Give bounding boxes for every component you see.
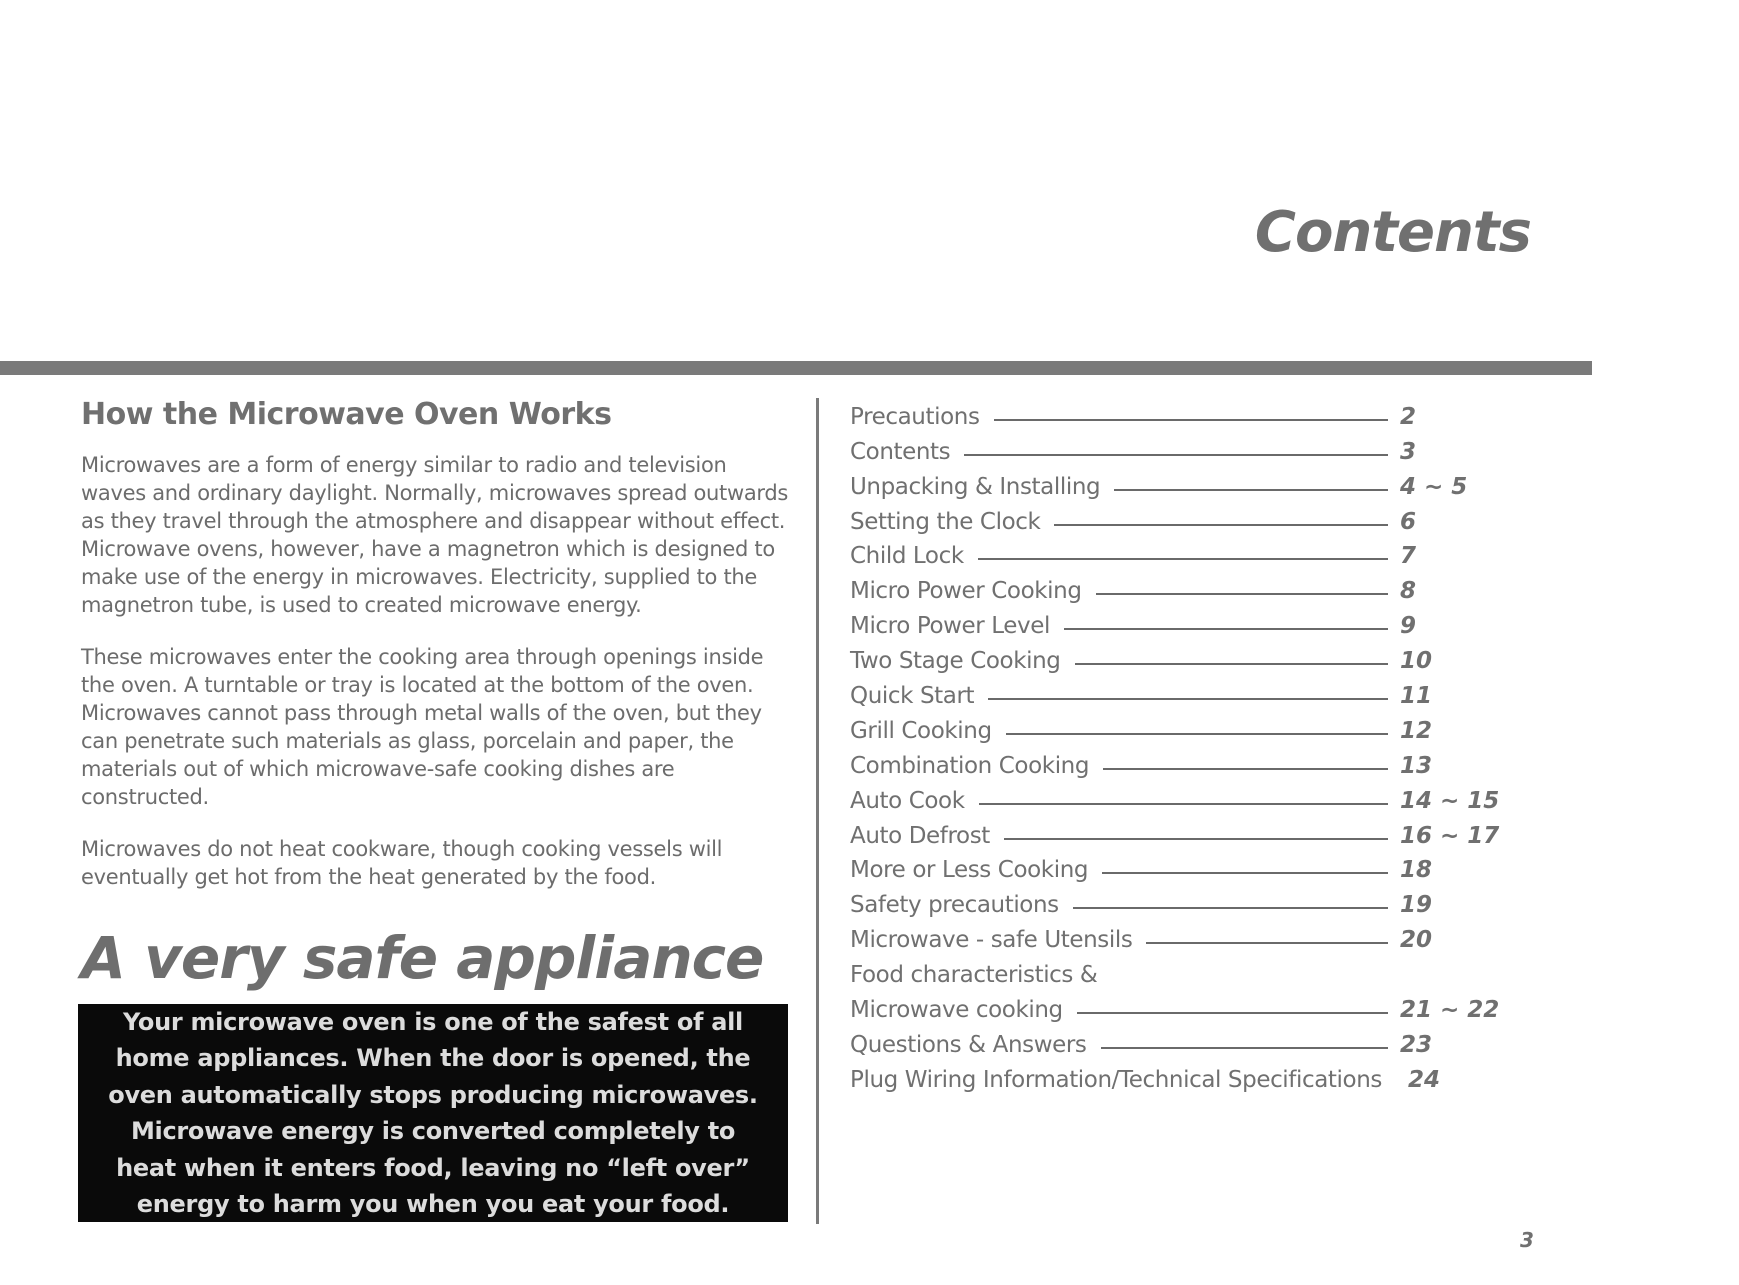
toc-entry-label: Grill Cooking [850, 717, 992, 744]
toc-entry [850, 883, 1490, 918]
toc-entry [850, 918, 1490, 953]
toc-entry-page: 16 ~ 17 [1400, 822, 1500, 849]
toc-entry [850, 1023, 1490, 1058]
toc-entry-page: 6 [1400, 508, 1417, 535]
toc-leader-line [964, 454, 1388, 456]
toc-leader-line [1114, 489, 1388, 491]
toc-leader-line [1096, 593, 1388, 595]
toc-entry-page: 9 [1400, 613, 1417, 640]
toc-leader-line [988, 698, 1388, 700]
toc-entry-label: Precautions [850, 403, 980, 430]
toc-entry-page: 7 [1400, 543, 1417, 570]
toc-entry-page: 14 ~ 15 [1400, 787, 1500, 814]
safe-appliance-heading: A very safe appliance [81, 924, 764, 992]
toc-leader-line [994, 419, 1388, 421]
toc-entry [850, 779, 1500, 814]
left-column [81, 395, 791, 891]
toc-leader-line [1064, 628, 1388, 630]
safety-callout-text: Your microwave oven is one of the safest of all home appliances. When the door is opened, the oven automatically stops producing microwaves. Microwave energy is converted completely to heat when it enters food, leaving no “left over” energy to harm you when you eat your food. [108, 1007, 758, 1218]
toc-entry [850, 535, 1490, 570]
toc-entry [850, 953, 1490, 988]
toc-leader-line [979, 803, 1388, 805]
toc-entry-page: 8 [1400, 578, 1417, 605]
toc-entry-page: 10 [1400, 648, 1433, 675]
toc-entry-page: 12 [1400, 717, 1433, 744]
column-divider [816, 398, 819, 1224]
toc-leader-line [978, 558, 1388, 560]
toc-leader-line [1004, 838, 1388, 840]
toc-entry-page: 13 [1400, 752, 1433, 779]
toc-entry-page: 19 [1400, 892, 1433, 919]
toc-entry-page: 4 ~ 5 [1400, 473, 1468, 500]
toc-entry-label: Unpacking & Installing [850, 473, 1101, 500]
page-title: Contents [1254, 200, 1531, 265]
toc-entry-page: 21 ~ 22 [1400, 997, 1500, 1024]
toc-entry [850, 744, 1490, 779]
toc-entry-label: Setting the Clock [850, 508, 1041, 535]
toc-entry-page: 18 [1400, 857, 1433, 884]
toc-entry [850, 604, 1490, 639]
toc-entry-label: Two Stage Cooking [850, 648, 1061, 675]
toc-entry-label: Questions & Answers [850, 1031, 1087, 1058]
toc-entry [850, 988, 1500, 1024]
toc-entry [850, 814, 1500, 849]
toc-entry [850, 1058, 1490, 1093]
toc-entry [850, 465, 1490, 500]
toc-entry-label: Quick Start [850, 683, 975, 710]
toc-leader-line [1075, 663, 1389, 665]
toc-entry-label: Plug Wiring Information/Technical Specifications [850, 1066, 1382, 1093]
toc-leader-line [1006, 733, 1388, 735]
toc-entry [850, 639, 1490, 674]
toc-leader-line [1103, 768, 1388, 770]
toc-entry-label: Auto Cook [850, 787, 965, 814]
toc-leader-line [1101, 1047, 1388, 1049]
paragraph: These microwaves enter the cooking area through openings inside the oven. A turntable or tray is located at the bottom of the oven. Microwaves cannot pass through metal walls of the oven, but they can penetrate such materials as glass, porcelain and paper, the materials out of which microwave-safe cooking dishes are constructed. [81, 645, 764, 809]
toc-entry-label: Combination Cooking [850, 752, 1090, 779]
toc-entry-page: 3 [1400, 438, 1417, 465]
toc-leader-line [1102, 872, 1388, 874]
toc-entry-page: 11 [1400, 683, 1433, 710]
section-heading: How the Microwave Oven Works [81, 397, 612, 432]
toc-entry-label: Microwave cooking [850, 997, 1063, 1024]
toc-entry-label: Safety precautions [850, 892, 1059, 919]
toc-entry [850, 500, 1490, 535]
toc-entry-label: Child Lock [850, 543, 964, 570]
toc-entry-page: 20 [1400, 927, 1433, 954]
top-rule [0, 361, 1592, 375]
toc-entry [850, 709, 1490, 744]
toc-leader-line [1146, 942, 1388, 944]
toc-entry-page: 23 [1400, 1031, 1433, 1058]
paragraph: Microwaves do not heat cookware, though cooking vessels will eventually get hot from the heat generated by the food. [81, 837, 723, 889]
toc-entry-page: 24 [1407, 1066, 1440, 1093]
toc-leader-line [1073, 907, 1388, 909]
toc-leader-line [1054, 524, 1388, 526]
toc-entry [850, 430, 1490, 465]
toc-entry [850, 674, 1490, 709]
paragraph: Microwaves are a form of energy similar to radio and television waves and ordinary daylight. Normally, microwaves spread outwards as they travel through the atmosphere and disappear without effect. Microwave ovens, however, have a magnetron which is designed to make use of the energy in microwaves. Electricity, supplied to the magnetron tube, is used to created microwave energy. [81, 453, 789, 617]
toc-entry-label: Contents [850, 438, 951, 465]
toc-entry [850, 569, 1490, 604]
toc-entry [850, 849, 1490, 884]
toc-entry-page: 2 [1400, 403, 1417, 430]
safety-callout-box [78, 1004, 788, 1222]
toc-entry-label: Micro Power Cooking [850, 578, 1082, 605]
toc-entry [850, 395, 1490, 430]
toc-entry-label: Auto Defrost [850, 822, 990, 849]
page-number: 3 [1520, 1228, 1534, 1252]
toc-entry-label: Micro Power Level [850, 613, 1050, 640]
toc-entry-label: Food characteristics & [850, 962, 1098, 989]
toc-leader-line [1077, 1012, 1388, 1014]
table-of-contents [850, 395, 1500, 1093]
toc-entry-label: Microwave - safe Utensils [850, 927, 1133, 954]
toc-entry-label: More or Less Cooking [850, 857, 1089, 884]
